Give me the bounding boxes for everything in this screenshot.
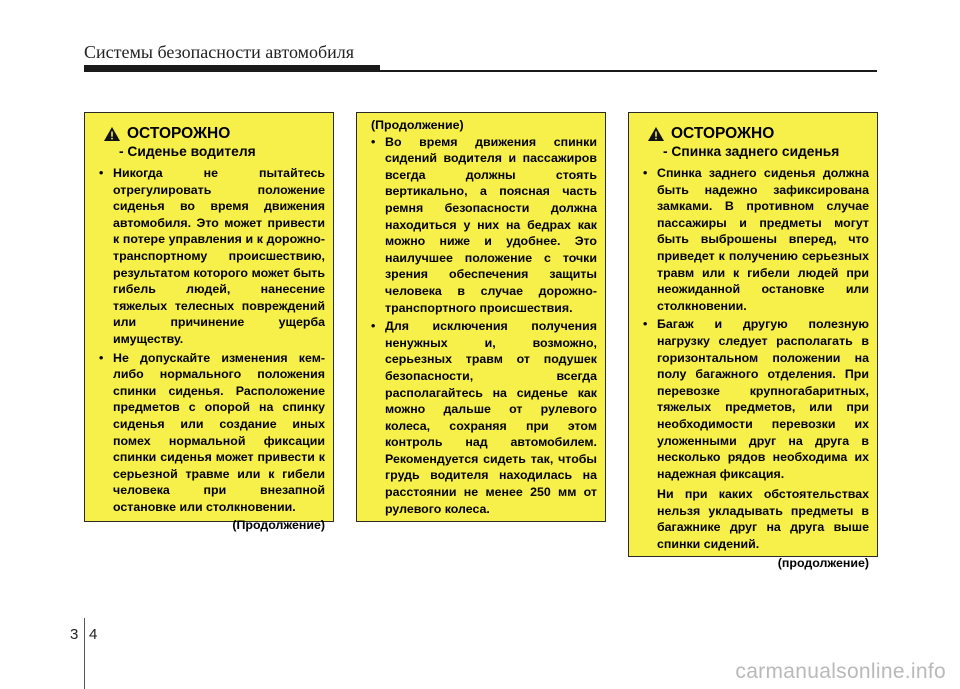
warning-triangle-icon bbox=[103, 126, 121, 142]
list-item: • Для исключения получения ненужных и, возможно, серьезных травм от подушек безопасности, всегда располагайтесь на сиденье как можно дальше от рулевого колеса, сохраняя при этом контроль над автомобилем. Рекомендуется сидеть так, чтобы грудь водителя находилась на расстоянии не менее 250 мм от рулевого колеса. bbox=[371, 319, 597, 516]
continued-label: (продолжение) bbox=[777, 555, 869, 570]
warning-list bbox=[639, 165, 869, 482]
page-number-divider bbox=[84, 618, 85, 689]
warning-heading bbox=[103, 125, 325, 143]
warning-title: ОСТОРОЖНО bbox=[127, 125, 231, 142]
continued-label: (Продолжение) bbox=[232, 518, 325, 533]
page-header-title: Системы безопасности автомобиля bbox=[84, 42, 355, 62]
continued-label: (Продолжение) bbox=[371, 118, 464, 132]
warning-heading bbox=[647, 125, 869, 143]
list-item: • Спинка заднего сиденья должна быть надежно зафиксирована замками. В противном случае пассажиры и предметы могут быть выброшены вперед, что приведет к получению серьезных травм или к гибели людей при неожиданной остановке или столкновении. bbox=[643, 166, 869, 313]
warning-box-rear-seatback bbox=[628, 112, 878, 570]
warning-subtitle: - Спинка заднего сиденья bbox=[663, 144, 840, 159]
extra-paragraph: Ни при каких обстоятельствах нельзя укладывать предметы в багажнике друг на друга выше спинки сидений. bbox=[657, 487, 869, 552]
warning-list bbox=[95, 165, 325, 515]
warning-list bbox=[367, 134, 597, 518]
watermark: carmanualsonline.info bbox=[735, 660, 946, 683]
warning-title: ОСТОРОЖНО bbox=[671, 125, 775, 142]
warning-subtitle: - Сиденье водителя bbox=[119, 144, 256, 159]
list-item: • Никогда не пытайтесь отрегулировать положение сиденья во время движения автомобиля. Это может привести к потере управления и к дорожно-транспортному происшествию, результатом которого может быть гибель людей, нанесение тяжелых телесных повреждений или причинение ущерба имуществу. bbox=[99, 166, 325, 346]
warning-triangle-icon bbox=[647, 126, 665, 142]
page-number: 4 bbox=[89, 626, 98, 643]
section-number: 3 bbox=[70, 626, 79, 643]
list-item: • Багаж и другую полезную нагрузку следует располагать в горизонтальном положении на полу багажного отделения. При перевозке крупногабаритных, тяжелых предметов, или при необходимости перевозки их уложенными друг на друга в несколько рядов необходима их надежная фиксация. bbox=[643, 317, 869, 481]
warning-box-driver-seat bbox=[84, 112, 334, 533]
warning-box-continued bbox=[356, 112, 606, 522]
list-item: • Не допускайте изменения кем-либо нормального положения спинки сиденья. Расположение предметов с опорой на спинку сиденья или создание иных помех нормальной фиксации спинки сиденья может привести к серьезной травме или к гибели человека при внезапной остановке или столкновении. bbox=[99, 350, 325, 514]
header-rule-thin bbox=[84, 70, 877, 72]
list-item: • Во время движения спинки сидений водителя и пассажиров всегда должны стоять вертикально, а поясная часть ремня безопасности должна находиться у них на бедрах как можно ниже и удобнее. Это наилучшее положение с точки зрения обеспечения защиты человека в случае дорожно-транспортного происшествия. bbox=[371, 134, 597, 315]
